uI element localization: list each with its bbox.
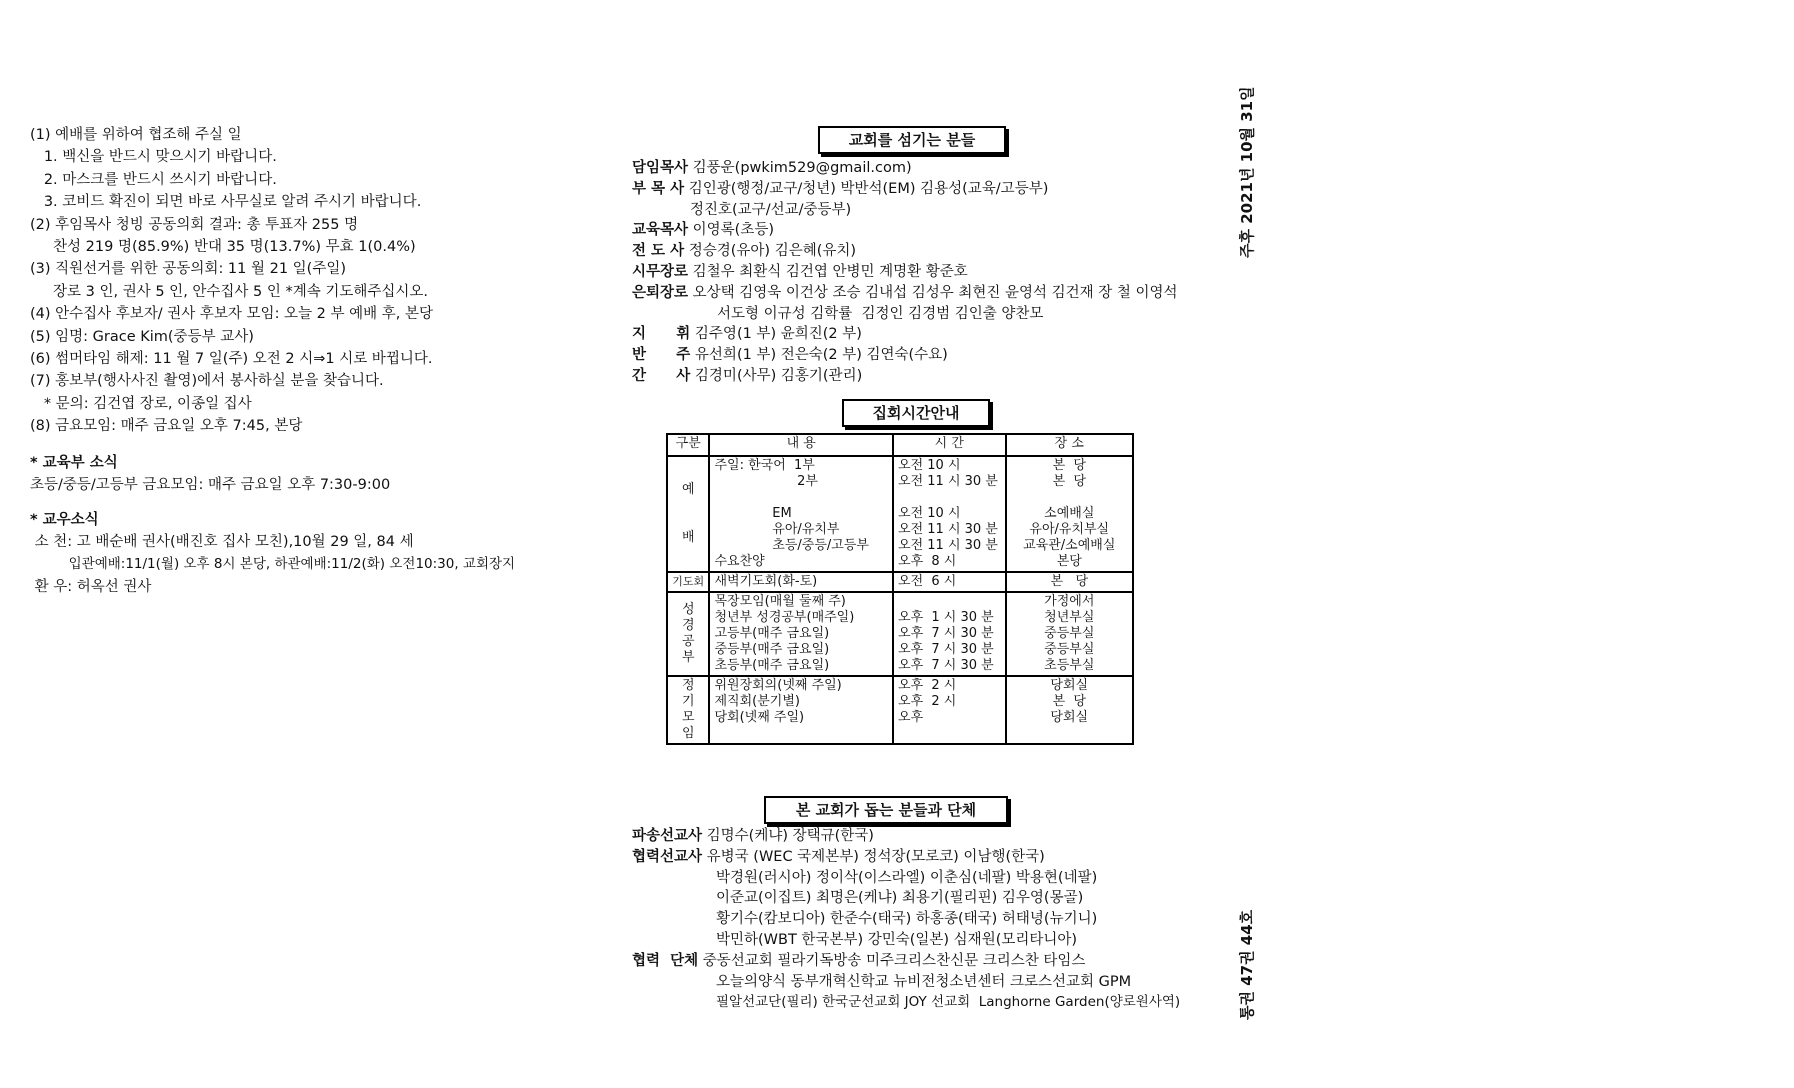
mission-row: [632, 930, 1212, 951]
schedule-time-cell: [893, 676, 1006, 744]
staff-row: [632, 304, 1192, 325]
schedule-time-line: 오전 11 시 30 분: [898, 538, 998, 553]
header-place: 장 소: [1006, 434, 1133, 456]
staff-row: [632, 324, 1192, 345]
schedule-content-line: 제직회(분기별): [714, 694, 800, 709]
staff-list: [632, 158, 1192, 387]
staff-role-label: 반 주: [632, 347, 691, 364]
staff-names: 이영록(초등): [688, 222, 774, 239]
schedule-place-line: 본 당: [1052, 694, 1086, 709]
staff-role-label: 시무장로: [632, 263, 689, 280]
mission-row: [632, 888, 1212, 909]
schedule-content-cell: [709, 676, 893, 744]
schedule-time-line: 오후 2 시: [898, 678, 957, 693]
member-news-line: 입관예배:11/1(월) 오후 8시 본당, 하관예배:11/2(화) 오전10:30, 교회장지: [30, 556, 516, 573]
schedule-time-cell: [893, 572, 1006, 592]
mission-row: [632, 909, 1212, 930]
mission-row: [632, 847, 1212, 868]
schedule-content-line: 주일: 한국어 1부: [714, 458, 815, 473]
mission-names: 유병국 (WEC 국제본부) 정석장(모로코) 이남행(한국): [702, 848, 1045, 865]
schedule-row: [667, 592, 1133, 676]
schedule-table: [666, 433, 1134, 745]
schedule-time-line: 오전 11 시 30 분: [898, 474, 998, 489]
schedule-time-line: 오전 11 시 30 분: [898, 522, 998, 537]
member-news-list: [30, 531, 590, 598]
announcement-line: (7) 홍보부(행사사진 촬영)에서 봉사하실 분을 찾습니다.: [30, 373, 384, 390]
schedule-place-line: 본 당: [1050, 574, 1089, 589]
mission-names: 필알선교단(필리) 한국군선교회 JOY 선교회 Langhorne Garden(양로원사역): [716, 994, 1181, 1011]
schedule-place-line: 교육관/소예배실: [1023, 538, 1116, 553]
schedule-time-line: 오전 10 시: [898, 458, 961, 473]
schedule-content-cell: [709, 572, 893, 592]
staff-role-label: 은퇴장로: [632, 284, 689, 301]
schedule-place-line: 가정에서: [1044, 594, 1095, 609]
mission-row: [632, 951, 1212, 972]
mission-names: 박경원(러시아) 정이삭(이스라엘) 이춘심(네팔) 박용현(네팔): [716, 869, 1098, 886]
schedule-content-line: 2부: [714, 474, 818, 489]
staff-row: [632, 241, 1192, 262]
schedule-place-line: 청년부실: [1044, 610, 1095, 625]
schedule-place-line: 초등부실: [1044, 658, 1095, 673]
schedule-place-line: [1011, 490, 1128, 506]
schedule-content-line: 당회(넷째 주일): [714, 710, 805, 725]
mission-list: [632, 826, 1212, 1013]
staff-names: 서도형 이규성 김학률 김정인 김경범 김인출 양찬모: [717, 305, 1044, 322]
announcement-line: 장로 3 인, 권사 5 인, 안수집사 5 인 *계속 기도해주십시오.: [30, 283, 429, 300]
announcement-list: [30, 124, 590, 438]
schedule-time-line: 오전 6 시: [898, 574, 957, 589]
mission-label: 협력 단체: [632, 952, 699, 969]
announcement-line: (4) 안수집사 후보자/ 권사 후보자 모임: 오늘 2 부 예배 후, 본당: [30, 306, 433, 323]
staff-names: 김경미(사무) 김홍기(관리): [690, 367, 863, 384]
schedule-time-line: 오후 8 시: [898, 554, 957, 569]
mission-label: 파송선교사: [632, 828, 703, 844]
announcement-line: * 문의: 김건엽 장로, 이종일 집사: [30, 395, 252, 412]
schedule-time-line: 오후 1 시 30 분: [898, 610, 994, 625]
schedule-content-line: 수요찬양: [714, 554, 765, 569]
mission-row: [632, 972, 1212, 993]
staff-role-label: 부 목 사: [632, 180, 685, 197]
staff-names: 김철우 최환식 김건엽 안병민 계명환 황준호: [688, 263, 968, 280]
schedule-place-line: 본 당: [1052, 474, 1086, 489]
staff-names: 김풍운(pwkim529@gmail.com): [688, 160, 912, 176]
staff-row: [632, 283, 1192, 304]
member-news-line: 소 천: 고 배순배 권사(배진호 집사 모친),10월 29 일, 84 세: [30, 533, 414, 550]
schedule-time-cell: [893, 456, 1006, 572]
announcement-line: (8) 금요모임: 매주 금요일 오후 7:45, 본당: [30, 418, 303, 435]
mission-row: [632, 826, 1212, 847]
mission-names: 황기수(캄보디아) 한준수(태국) 하홍종(태국) 허태녕(뉴기니): [716, 911, 1098, 928]
schedule-place-cell: [1006, 592, 1133, 676]
staff-role-label: 지 휘: [632, 326, 691, 343]
mission-row: [632, 992, 1212, 1013]
schedule-place-line: 본당: [1056, 554, 1082, 569]
announcement-line: (6) 썸머타임 해제: 11 월 7 일(주) 오전 2 시⇒1 시로 바뀝니다.: [30, 351, 433, 368]
schedule-place-cell: [1006, 676, 1133, 744]
schedule-content-line: 중등부(매주 금요일): [714, 642, 830, 657]
staff-row: [632, 220, 1192, 241]
announcement-line: 찬성 219 명(85.9%) 반대 35 명(13.7%) 무효 1(0.4%): [30, 239, 416, 256]
staff-row: [632, 179, 1192, 200]
staff-section-title: 교회를 섬기는 분들: [818, 126, 1006, 154]
schedule-time-line: 오전 10 시: [898, 506, 961, 521]
staff-names: 김주영(1 부) 윤희진(2 부): [690, 326, 862, 343]
schedule-time-cell: [893, 592, 1006, 676]
staff-row: [632, 262, 1192, 283]
schedule-row: [667, 572, 1133, 592]
staff-row: [632, 345, 1192, 366]
schedule-category: 기도회: [667, 572, 709, 592]
announcement-line: 1. 백신을 반드시 맞으시기 바랍니다.: [30, 149, 277, 166]
announcement-line: (5) 임명: Grace Kim(중등부 교사): [30, 328, 254, 345]
mission-row: [632, 868, 1212, 889]
schedule-place-line: 당회실: [1050, 710, 1089, 725]
header-content: 내 용: [709, 434, 893, 456]
member-news-line: 환 우: 허옥선 권사: [30, 578, 152, 595]
schedule-time-line: 오후 7 시 30 분: [898, 658, 994, 673]
staff-names: 정진호(교구/선교/중등부): [690, 201, 852, 218]
mission-section-title: 본 교회가 돕는 분들과 단체: [764, 796, 1008, 824]
education-news-line: 초등/중등/고등부 금요모임: 매주 금요일 오후 7:30-9:00: [30, 477, 391, 494]
mission-names: 이준교(이집트) 최명은(케냐) 최용기(필리핀) 김우영(몽골): [716, 890, 1084, 907]
header-category: 구분: [667, 434, 709, 456]
announcement-line: 3. 코비드 확진이 되면 바로 사무실로 알려 주시기 바랍니다.: [30, 194, 422, 211]
schedule-content-line: 위원장회의(넷째 주일): [714, 678, 842, 693]
announcement-line: (2) 후임목사 청빙 공동의회 결과: 총 투표자 255 명: [30, 216, 359, 233]
schedule-content-line: EM: [714, 506, 792, 521]
schedule-content-line: 고등부(매주 금요일): [714, 626, 830, 641]
staff-role-label: 담임목사: [632, 160, 689, 176]
schedule-content-cell: [709, 456, 893, 572]
schedule-time-line: [898, 490, 1001, 506]
schedule-content-line: 목장모임(매월 둘째 주): [714, 594, 846, 609]
schedule-place-cell: [1006, 456, 1133, 572]
mission-names: 오늘의양식 동부개혁신학교 뉴비전청소년센터 크로스선교회 GPM: [716, 973, 1132, 990]
mission-label: 협력선교사: [632, 848, 703, 865]
schedule-content-line: 유아/유치부: [714, 522, 840, 537]
schedule-time-line: 오후: [898, 710, 924, 725]
staff-names: 유선희(1 부) 전은숙(2 부) 김연숙(수요): [690, 347, 948, 364]
schedule-place-line: 당회실: [1050, 678, 1089, 693]
mission-names: 중동선교회 필라기독방송 미주크리스찬신문 크리스찬 타임스: [698, 952, 1086, 969]
schedule-time-line: 오후 7 시 30 분: [898, 642, 994, 657]
announcement-line: (1) 예배를 위하여 협조해 주실 일: [30, 127, 242, 143]
staff-row: [632, 366, 1192, 387]
education-news-title: * 교육부 소식: [30, 454, 118, 471]
schedule-place-line: 중등부실: [1044, 626, 1095, 641]
schedule-time-line: [898, 594, 1001, 610]
announcements-column: [30, 124, 590, 598]
schedule-content-line: 초등부(매주 금요일): [714, 658, 830, 673]
schedule-category: 정 기 모 임: [667, 676, 709, 744]
schedule-place-line: 중등부실: [1044, 642, 1095, 657]
schedule-place-line: 유아/유치부실: [1029, 522, 1110, 537]
staff-names: 김인광(행정/교구/청년) 박반석(EM) 김용성(교육/고등부): [684, 180, 1049, 197]
schedule-time-line: 오후 7 시 30 분: [898, 626, 994, 641]
staff-role-label: 간 사: [632, 367, 691, 384]
schedule-content-cell: [709, 592, 893, 676]
mission-names: 박민하(WBT 한국본부) 강민숙(일본) 심재원(모리타니아): [716, 931, 1078, 948]
schedule-content-line: [714, 490, 888, 506]
bulletin-date: 주후 2021년 10월 31일: [1238, 86, 1256, 258]
staff-role-label: 전 도 사: [632, 243, 685, 260]
staff-role-label: 교육목사: [632, 222, 689, 239]
staff-names: 정승경(유아) 김은혜(유치): [684, 243, 857, 260]
schedule-category: 예 배: [667, 456, 709, 572]
schedule-time-line: 오후 2 시: [898, 694, 957, 709]
schedule-content-line: 청년부 성경공부(매주일): [714, 610, 855, 625]
schedule-row: [667, 456, 1133, 572]
schedule-category: 성 경 공 부: [667, 592, 709, 676]
announcement-line: 2. 마스크를 반드시 쓰시기 바랍니다.: [30, 171, 277, 188]
staff-row: [632, 200, 1192, 221]
schedule-place-cell: [1006, 572, 1133, 592]
member-news-title: * 교우소식: [30, 511, 99, 528]
schedule-place-line: 소예배실: [1044, 506, 1095, 521]
mission-names: 김명수(케냐) 장택규(한국): [702, 828, 874, 844]
header-time: 시 간: [893, 434, 1006, 456]
schedule-row: [667, 676, 1133, 744]
schedule-place-line: 본 당: [1052, 458, 1086, 473]
schedule-content-line: 새벽기도회(화-토): [714, 574, 818, 589]
schedule-content-line: 초등/중등/고등부: [714, 538, 869, 553]
schedule-section-title: 집회시간안내: [842, 399, 990, 427]
announcement-line: (3) 직원선거를 위한 공동의회: 11 월 21 일(주일): [30, 261, 347, 278]
bulletin-volume: 통권 47권 44호: [1238, 909, 1256, 1020]
staff-names: 오상택 김영욱 이건상 조승 김내섭 김성우 최현진 윤영석 김건재 장 철 이영석: [688, 284, 1178, 301]
staff-row: [632, 158, 1192, 179]
